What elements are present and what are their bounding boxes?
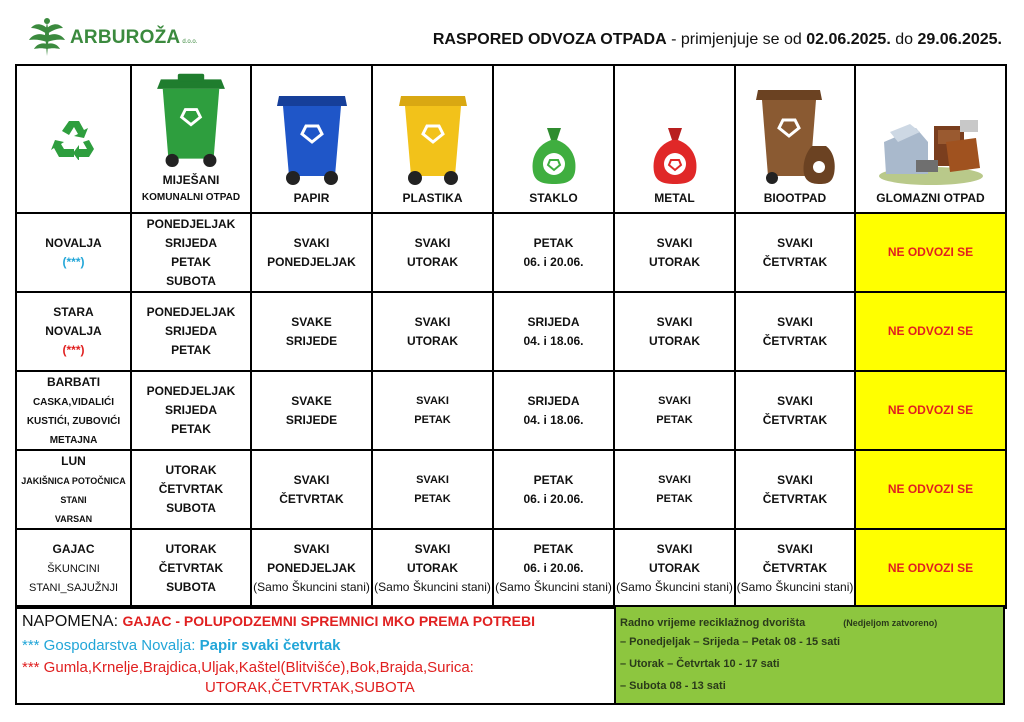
table-row (16, 529, 1006, 608)
cell-metal (614, 529, 735, 608)
note-cyan-bold: Papir svaki četvrtak (199, 637, 341, 654)
column-glomazni-label: GLOMAZNI OTPAD (876, 191, 985, 205)
red-bag-icon (650, 126, 700, 186)
green-bag-icon (529, 126, 579, 186)
cell-biootpad (735, 371, 855, 450)
schedule-value: UTORAK (165, 542, 217, 556)
schedule-value: ČETVRTAK (158, 482, 224, 496)
schedule-value: ČETVRTAK (762, 254, 828, 269)
note-box (15, 605, 614, 705)
location-sub: STANI_SAJUŽNJI (28, 582, 119, 594)
schedule-value: ČETVRTAK (158, 561, 224, 575)
schedule-value: SVAKI (777, 235, 813, 250)
bulky-waste-icon (876, 102, 986, 186)
header-corner (16, 65, 131, 213)
schedule-value: PETAK (656, 492, 693, 505)
title-main: RASPORED ODVOZA OTPADA (432, 31, 667, 48)
schedule-value: (Samo Škuncini stani) (253, 580, 370, 594)
column-plastika-label: PLASTIKA (402, 191, 463, 205)
schedule-value: SRIJEDA (164, 403, 217, 417)
note-cyan-prefix: *** Gospodarstva Novalja: (22, 637, 200, 654)
schedule-value: SRIJEDA (527, 314, 580, 329)
hours-line: – Utorak – Četvrtak 10 - 17 sati (620, 658, 780, 670)
cell-plastika (372, 450, 493, 529)
cell-papir (251, 292, 372, 371)
cell-mix (131, 529, 251, 608)
schedule-value: UTORAK (165, 463, 217, 477)
schedule-value: UTORAK (406, 561, 459, 575)
cell-papir (251, 450, 372, 529)
date-from: 02.06.2025. (806, 31, 891, 48)
location-sub: KUSTIĆI, ZUBOVIĆI (26, 415, 121, 427)
cell-glomazni: NE ODVOZI SE (855, 371, 1006, 450)
schedule-value: UTORAK (648, 333, 701, 348)
cell-staklo (493, 529, 614, 608)
column-mix-label2: KOMUNALNI OTPAD (141, 192, 241, 203)
title-to: do (890, 31, 918, 48)
schedule-value: ČETVRTAK (279, 491, 344, 506)
cell-metal (614, 213, 735, 292)
cell-papir (251, 213, 372, 292)
cell-mix (131, 450, 251, 529)
location-sub: ŠKUNCINI (47, 563, 100, 575)
schedule-value: (Samo Škuncini stani) (495, 580, 612, 594)
cell-biootpad (735, 213, 855, 292)
location-name: STARA (53, 305, 94, 319)
schedule-value: SVAKI (777, 542, 813, 556)
table-row (16, 213, 1006, 292)
schedule-value: UTORAK (648, 254, 701, 269)
cell-mix (131, 292, 251, 371)
schedule-value: PETAK (171, 343, 211, 357)
location-sub: METAJNA (49, 434, 98, 446)
schedule-value: SRIJEDA (527, 393, 580, 408)
schedule-value: (Samo Škuncini stani) (736, 580, 854, 594)
schedule-value: SVAKI (656, 542, 693, 556)
cell-glomazni: NE ODVOZI SE (855, 529, 1006, 608)
schedule-value: SRIJEDE (285, 412, 338, 427)
location-mark: (***) (62, 254, 85, 269)
schedule-value: SVAKI (658, 394, 691, 407)
schedule-value: UTORAK (406, 254, 459, 269)
location-cell (16, 529, 131, 608)
cell-metal (614, 450, 735, 529)
cell-plastika (372, 371, 493, 450)
column-papir (251, 65, 372, 213)
brown-bin-icon (754, 82, 836, 186)
location-name-2: NOVALJA (45, 324, 102, 338)
cell-biootpad (735, 292, 855, 371)
page-title (433, 31, 1002, 49)
hours-closed: (Nedjeljom zatvoreno) (843, 618, 938, 628)
cell-metal (614, 371, 735, 450)
schedule-value: PETAK (414, 492, 451, 505)
cell-mix (131, 213, 251, 292)
schedule-value: PETAK (414, 413, 451, 426)
cell-staklo (493, 371, 614, 450)
recycling-hours-box (614, 605, 1005, 705)
logo-sub: d.o.o. (182, 39, 198, 45)
schedule-value: SUBOTA (166, 273, 216, 288)
schedule-value: ČETVRTAK (762, 412, 828, 427)
schedule-value: SVAKI (416, 394, 449, 407)
note-label: NAPOMENA: (22, 613, 123, 630)
location-cell (16, 371, 131, 450)
note-red-line2: UTORAK,ČETVRTAK,SUBOTA (205, 679, 415, 696)
column-staklo (493, 65, 614, 213)
schedule-table (15, 64, 1007, 609)
plant-logo-icon (26, 16, 68, 60)
cell-plastika (372, 529, 493, 608)
logo-text: ARBUROŽA (70, 27, 181, 48)
hours-title: Radno vrijeme reciklažnog dvorišta (620, 617, 806, 629)
schedule-value: PETAK (533, 235, 574, 250)
schedule-value: PONEDJELJAK (146, 216, 236, 231)
schedule-value: PETAK (171, 422, 211, 436)
location-mark: (***) (62, 343, 85, 357)
location-sub: CASKA,VIDALIĆI (32, 396, 115, 408)
company-logo (26, 16, 197, 60)
location-cell (16, 213, 131, 292)
cell-biootpad (735, 529, 855, 608)
schedule-value: SVAKI (293, 542, 330, 556)
cell-metal (614, 292, 735, 371)
schedule-value: SVAKI (414, 235, 451, 250)
table-row (16, 371, 1006, 450)
location-name: BARBATI (46, 374, 101, 389)
schedule-value: ČETVRTAK (762, 491, 828, 506)
schedule-value: PONEDJELJAK (267, 561, 356, 575)
schedule-value: SVAKI (777, 393, 813, 408)
schedule-value: SVAKI (414, 314, 451, 329)
recycle-icon (51, 118, 97, 160)
column-papir-label: PAPIR (293, 191, 330, 205)
cell-glomazni: NE ODVOZI SE (855, 292, 1006, 371)
yellow-bin-icon (397, 88, 469, 186)
column-biootpad-label: BIOOTPAD (763, 191, 827, 205)
schedule-value: SVAKI (293, 235, 330, 250)
schedule-value: SRIJEDA (164, 235, 217, 250)
schedule-value: (Samo Škuncini stani) (374, 580, 491, 594)
cell-staklo (493, 292, 614, 371)
note-gajac: GAJAC - POLUPODZEMNI SPREMNICI MKO PREMA POTREBI (122, 613, 535, 629)
cell-biootpad (735, 450, 855, 529)
cell-papir (251, 529, 372, 608)
schedule-value: SVAKI (293, 472, 330, 487)
schedule-value: SRIJEDA (164, 324, 217, 338)
schedule-value: PETAK (533, 542, 574, 556)
schedule-value: PETAK (656, 413, 693, 426)
date-to: 29.06.2025. (917, 31, 1002, 48)
schedule-value: SVAKI (414, 542, 451, 556)
column-metal (614, 65, 735, 213)
schedule-value: SUBOTA (166, 501, 216, 515)
cell-staklo (493, 450, 614, 529)
schedule-value: SVAKI (658, 473, 691, 486)
hours-line: – Subota 08 - 13 sati (620, 680, 726, 692)
table-row (16, 292, 1006, 371)
location-name: LUN (61, 453, 86, 468)
schedule-value: SRIJEDE (285, 333, 338, 348)
location-name: GAJAC (52, 542, 95, 556)
schedule-value: PONEDJELJAK (267, 254, 356, 269)
column-mix (131, 65, 251, 213)
schedule-value: PETAK (171, 254, 211, 269)
schedule-value: PETAK (533, 472, 574, 487)
cell-plastika (372, 213, 493, 292)
cell-staklo (493, 213, 614, 292)
schedule-value: SVAKE (291, 393, 332, 408)
schedule-value: SVAKI (656, 235, 693, 250)
location-name: NOVALJA (45, 235, 102, 250)
green-bin-icon (153, 70, 229, 168)
schedule-value: 06. i 20.06. (523, 254, 584, 269)
schedule-value: SVAKI (777, 314, 813, 329)
column-plastika (372, 65, 493, 213)
table-row (16, 450, 1006, 529)
cell-plastika (372, 292, 493, 371)
location-cell (16, 450, 131, 529)
schedule-value: 04. i 18.06. (523, 412, 584, 427)
schedule-value: 06. i 20.06. (523, 561, 584, 575)
note-red-line1: *** Gumla,Krnelje,Brajdica,Uljak,Kaštel(Blitvišće),Bok,Brajda,Surica: (22, 659, 474, 676)
schedule-value: SVAKI (416, 473, 449, 486)
location-sub: VARSAN (54, 513, 93, 524)
schedule-value: (Samo Škuncini stani) (616, 580, 733, 594)
hours-line: – Ponedjeljak – Srijeda – Petak 08 - 15 sati (620, 636, 841, 648)
schedule-value: 06. i 20.06. (523, 491, 584, 506)
header-row (16, 65, 1006, 213)
column-mix-label: MIJEŠANI (162, 173, 220, 187)
column-metal-label: METAL (654, 191, 695, 205)
cell-papir (251, 371, 372, 450)
schedule-value: SVAKI (656, 314, 693, 329)
schedule-value: 04. i 18.06. (523, 333, 584, 348)
schedule-value: SUBOTA (166, 580, 216, 594)
schedule-value: PONEDJELJAK (146, 384, 236, 398)
column-glomazni (855, 65, 1006, 213)
schedule-value: ČETVRTAK (762, 333, 828, 348)
location-sub: JAKIŠNICA POTOČNICA (21, 475, 126, 486)
schedule-value: PONEDJELJAK (146, 305, 236, 319)
column-biootpad (735, 65, 855, 213)
cell-glomazni: NE ODVOZI SE (855, 450, 1006, 529)
header (0, 0, 1024, 66)
schedule-value: UTORAK (648, 561, 701, 575)
location-cell (16, 292, 131, 371)
title-applies: - primjenjuje se od (666, 31, 807, 48)
location-sub: STANI (60, 494, 87, 505)
schedule-value: UTORAK (406, 333, 459, 348)
cell-mix (131, 371, 251, 450)
column-staklo-label: STAKLO (529, 191, 578, 205)
blue-bin-icon (275, 88, 349, 186)
schedule-value: SVAKE (291, 314, 332, 329)
schedule-value: ČETVRTAK (762, 561, 828, 575)
schedule-value: SVAKI (777, 472, 813, 487)
cell-glomazni: NE ODVOZI SE (855, 213, 1006, 292)
